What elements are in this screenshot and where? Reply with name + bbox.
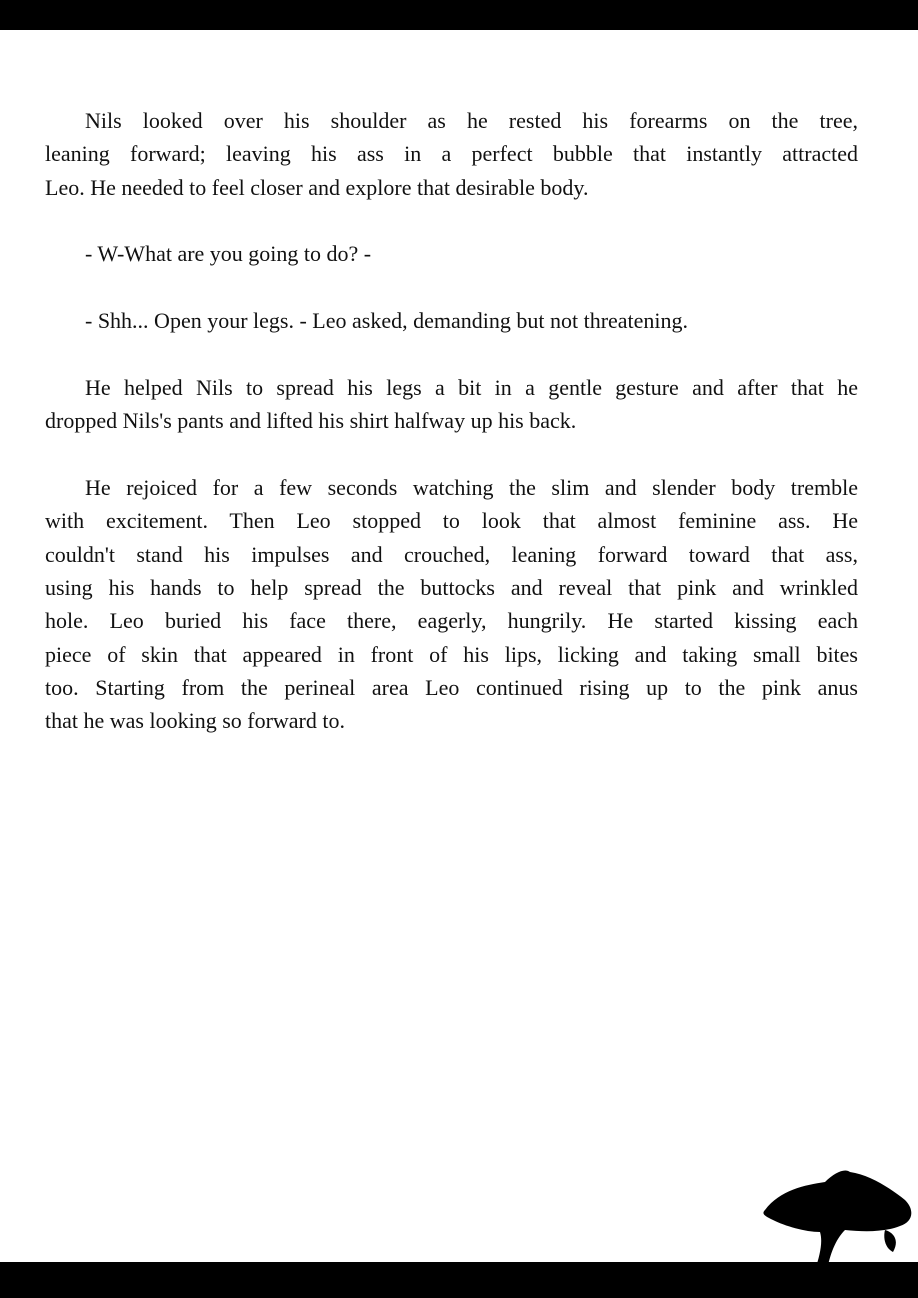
paragraph — [45, 371, 858, 438]
paragraph — [45, 104, 858, 204]
paragraph — [45, 237, 858, 270]
text-line: using his hands to help spread the buttocks and reveal that pink and wrinkled — [45, 574, 858, 600]
paragraph — [45, 471, 858, 737]
text-line: dropped Nils's pants and lifted his shirt halfway up his back. — [45, 408, 577, 434]
bottom-black-bar — [0, 1262, 918, 1298]
top-black-bar — [0, 0, 918, 30]
text-line: - W-What are you going to do? - — [85, 241, 372, 267]
text-line: He rejoiced for a few seconds watching the slim and slender body tremble — [85, 475, 858, 501]
text-line: hole. Leo buried his face there, eagerly, hungrily. He started kissing each — [45, 608, 858, 634]
text-line: with excitement. Then Leo stopped to look that almost feminine ass. He — [45, 508, 858, 534]
text-line: - Shh... Open your legs. - Leo asked, demanding but not threatening. — [85, 308, 689, 334]
text-line: leaning forward; leaving his ass in a perfect bubble that instantly attracted — [45, 141, 858, 167]
text-line: too. Starting from the perineal area Leo continued rising up to the pink anus — [45, 674, 858, 700]
text-line: Nils looked over his shoulder as he rested his forearms on the tree, — [85, 108, 858, 133]
text-line: piece of skin that appeared in front of his lips, licking and taking small bites — [45, 641, 858, 667]
text-line: couldn't stand his impulses and crouched, leaning forward toward that ass, — [45, 541, 858, 567]
paragraph — [45, 304, 858, 337]
text-line: that he was looking so forward to. — [45, 708, 345, 734]
text-line: Leo. He needed to feel closer and explore that desirable body. — [45, 174, 589, 200]
text-line: He helped Nils to spread his legs a bit in a gentle gesture and after that he — [85, 374, 858, 400]
story-text — [45, 104, 858, 771]
